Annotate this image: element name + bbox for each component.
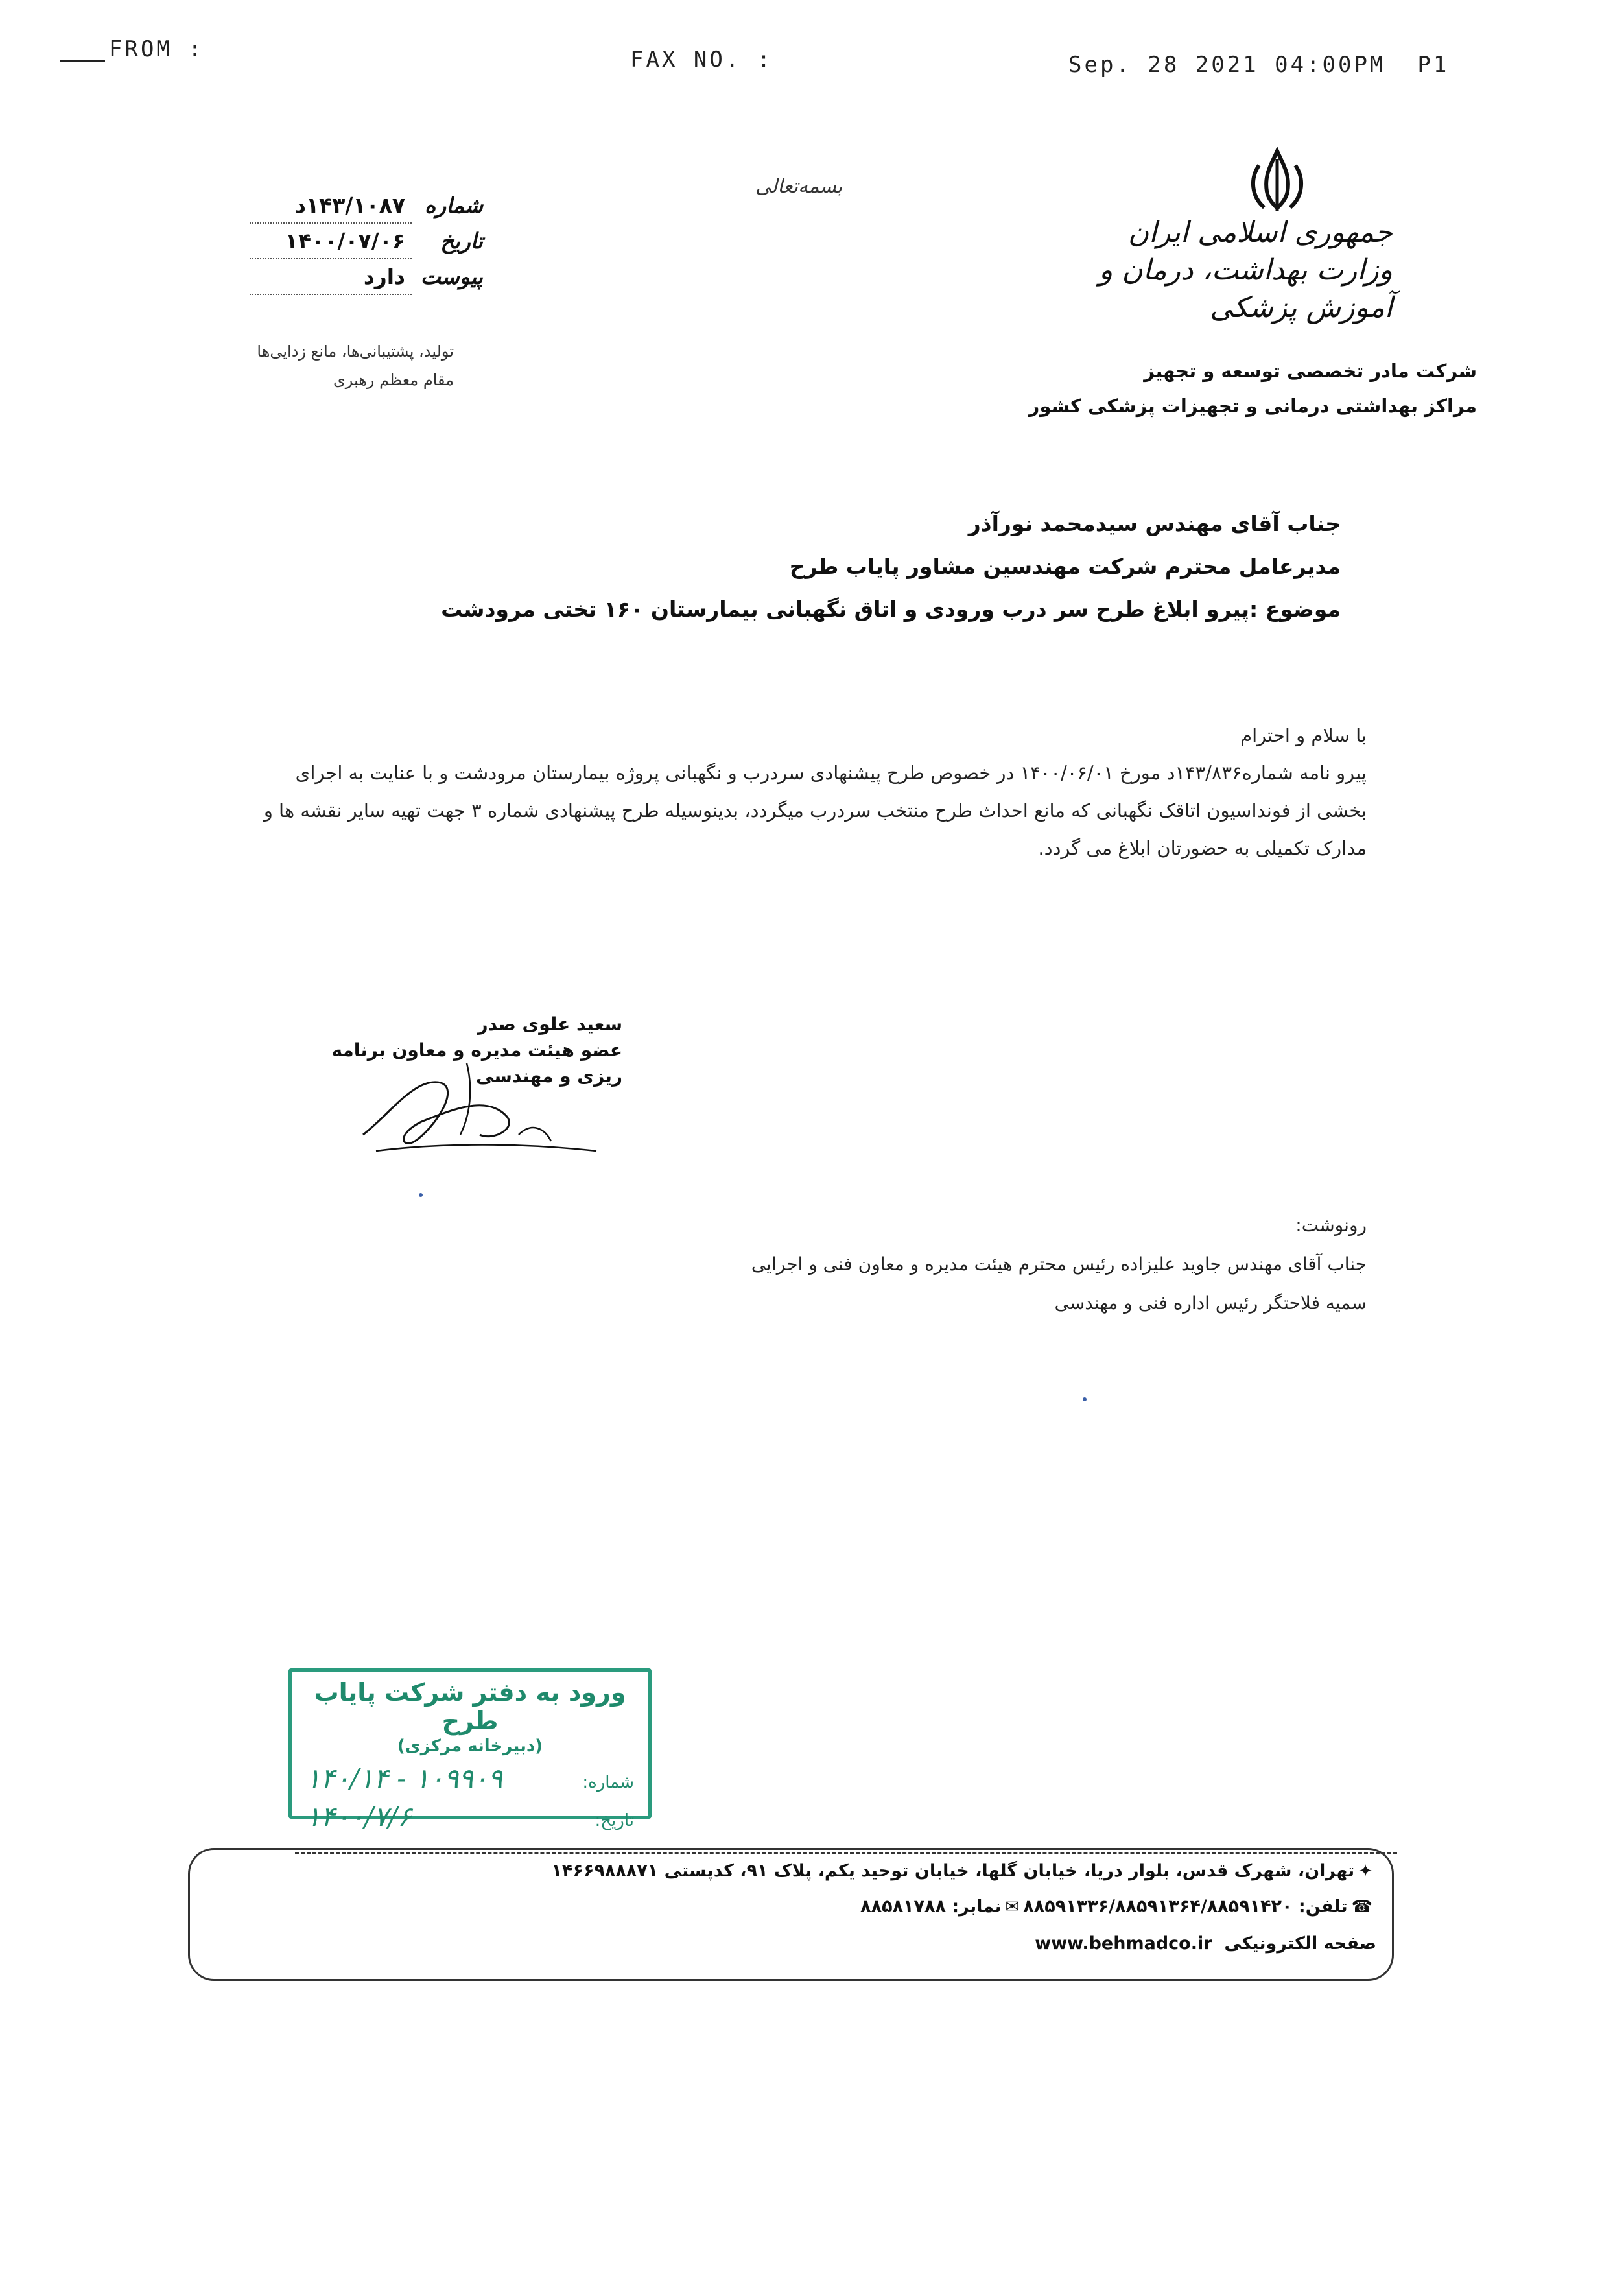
stamp-date-value: ۱۴۰۰/۷/۶ xyxy=(306,1801,412,1832)
cc-line-2: سمیه فلاحتگر رئیس اداره فنی و مهندسی xyxy=(1054,1292,1367,1314)
handwritten-signature-icon xyxy=(337,1037,609,1167)
besmellah: بسمه‌تعالی xyxy=(755,175,843,198)
footer-divider xyxy=(295,1852,1397,1854)
meta-date-value: ۱۴۰۰/۰۷/۰۶ xyxy=(250,224,412,259)
ministry-name xyxy=(1030,214,1393,327)
location-icon: ✦ xyxy=(1358,1862,1372,1881)
fax-number-label: FAX NO. : xyxy=(630,47,773,73)
fax-datetime xyxy=(1068,52,1449,78)
ministry-line-2: وزارت بهداشت، درمان و آموزش پزشکی xyxy=(1099,254,1393,324)
meta-date-label: تاریخ xyxy=(440,228,483,254)
greeting: با سلام و احترام xyxy=(1240,724,1367,746)
slogan-line-1: تولید، پشتیبانی‌ها، مانع زدایی‌ها xyxy=(257,342,454,361)
stamp-title: ورود به دفتر شرکت پایاب طرح xyxy=(314,1678,626,1735)
slogan-line-2: مقام معظم رهبری xyxy=(333,371,454,389)
stamp-date-row xyxy=(306,1801,634,1832)
letter-body xyxy=(252,716,1367,867)
company-name xyxy=(1023,353,1477,423)
fax-from-text: FROM : xyxy=(109,36,204,62)
fax-icon: ✉ xyxy=(1005,1897,1020,1917)
company-line-2: مراکز بهداشتی درمانی و تجهیزات پزشکی کشور xyxy=(1028,395,1477,417)
addressee-block xyxy=(303,503,1341,631)
meta-number-label: شماره xyxy=(424,193,483,218)
letter-meta xyxy=(250,188,483,295)
slogan xyxy=(214,337,454,394)
footer-website[interactable]: www.behmadco.ir xyxy=(1035,1934,1212,1954)
stamp-number-row xyxy=(306,1762,634,1794)
fax-datetime-text: Sep. 28 2021 04:00PM xyxy=(1068,52,1386,78)
iran-emblem-icon xyxy=(1245,146,1310,217)
signatory-title: عضو هیئت مدیره و معاون برنامه ریزی و مهندسی xyxy=(331,1039,622,1087)
addressee-name: جناب آقای مهندس سیدمحمد نورآذر xyxy=(968,511,1341,536)
ink-dot-2 xyxy=(1083,1397,1087,1401)
fax-from-label xyxy=(60,36,204,62)
stamp-number-label: شماره: xyxy=(582,1773,634,1792)
cc-label: رونوشت: xyxy=(1295,1214,1367,1236)
footer-phone: تلفن: ۸۸۵۹۱۳۳۶/۸۸۵۹۱۳۶۴/۸۸۵۹۱۴۲۰ xyxy=(1023,1897,1348,1917)
footer-website-line xyxy=(1035,1934,1376,1954)
footer-contact-line xyxy=(860,1897,1376,1917)
meta-attachment-row xyxy=(250,259,483,295)
fax-page-number: P1 xyxy=(1417,52,1450,78)
signatory-name: سعید علوی صدر xyxy=(477,1013,622,1035)
footer-fax: نمابر: ۸۸۵۸۱۷۸۸ xyxy=(860,1897,1002,1917)
meta-date-row xyxy=(250,224,483,259)
meta-attachment-value: دارد xyxy=(250,259,412,295)
stamp-number-value: ۱۴۰/۱۴ - ۱۰۹۹۰۹ xyxy=(306,1762,503,1794)
meta-attachment-label: پیوست xyxy=(420,264,483,289)
letter-subject: موضوع :پیرو ابلاغ طرح سر درب ورودی و اتاق نگهبانی بیمارستان ۱۶۰ تختی مرودشت xyxy=(441,597,1341,622)
fax-from-underline xyxy=(60,60,105,62)
cc-line-1: جناب آقای مهندس جاوید علیزاده رئیس محترم هیئت مدیره و معاون فنی و اجرایی xyxy=(751,1253,1367,1275)
footer-website-label: صفحه الکترونیکی xyxy=(1224,1934,1376,1954)
meta-number-value: ۱۴۳/۱۰۸۷د xyxy=(250,188,412,224)
cc-block xyxy=(459,1206,1367,1323)
company-line-1: شرکت مادر تخصصی توسعه و تجهیز xyxy=(1144,360,1477,382)
meta-number-row xyxy=(250,188,483,224)
stamp-subtitle: (دبیرخانه مرکزی) xyxy=(397,1736,543,1756)
footer-address: تهران، شهرک قدس، بلوار دریا، خیابان گلها، خیابان توحید یکم، پلاک ۹۱، کدپستی ۱۴۶۶۹۸۸۸۷۱ xyxy=(551,1861,1355,1881)
stamp-date-label: تاریخ: xyxy=(595,1811,634,1830)
phone-icon: ☎ xyxy=(1351,1897,1372,1917)
ink-dot xyxy=(419,1193,423,1197)
addressee-title: مدیرعامل محترم شرکت مهندسین مشاور پایاب طرح xyxy=(789,554,1341,579)
body-paragraph: پیرو نامه شماره۱۴۳/۸۳۶د مورخ ۱۴۰۰/۰۶/۰۱ در خصوص طرح پیشنهادی سردرب و نگهبانی پروژه بیمارستان مرودشت و با عنایت به اجرای بخشی از فونداسیون اتاقک نگهبانی که مانع احداث طرح منتخب سردرب میگردد، بدینوسیله طرح پیشنهادی شماره ۳ جهت تهیه سایر نقشه ها و مدارک تکمیلی به حضورتان ابلاغ می گردد. xyxy=(263,762,1367,859)
receipt-stamp xyxy=(288,1668,652,1832)
ministry-line-1: جمهوری اسلامی ایران xyxy=(1127,216,1393,249)
footer-address-line xyxy=(551,1861,1376,1881)
